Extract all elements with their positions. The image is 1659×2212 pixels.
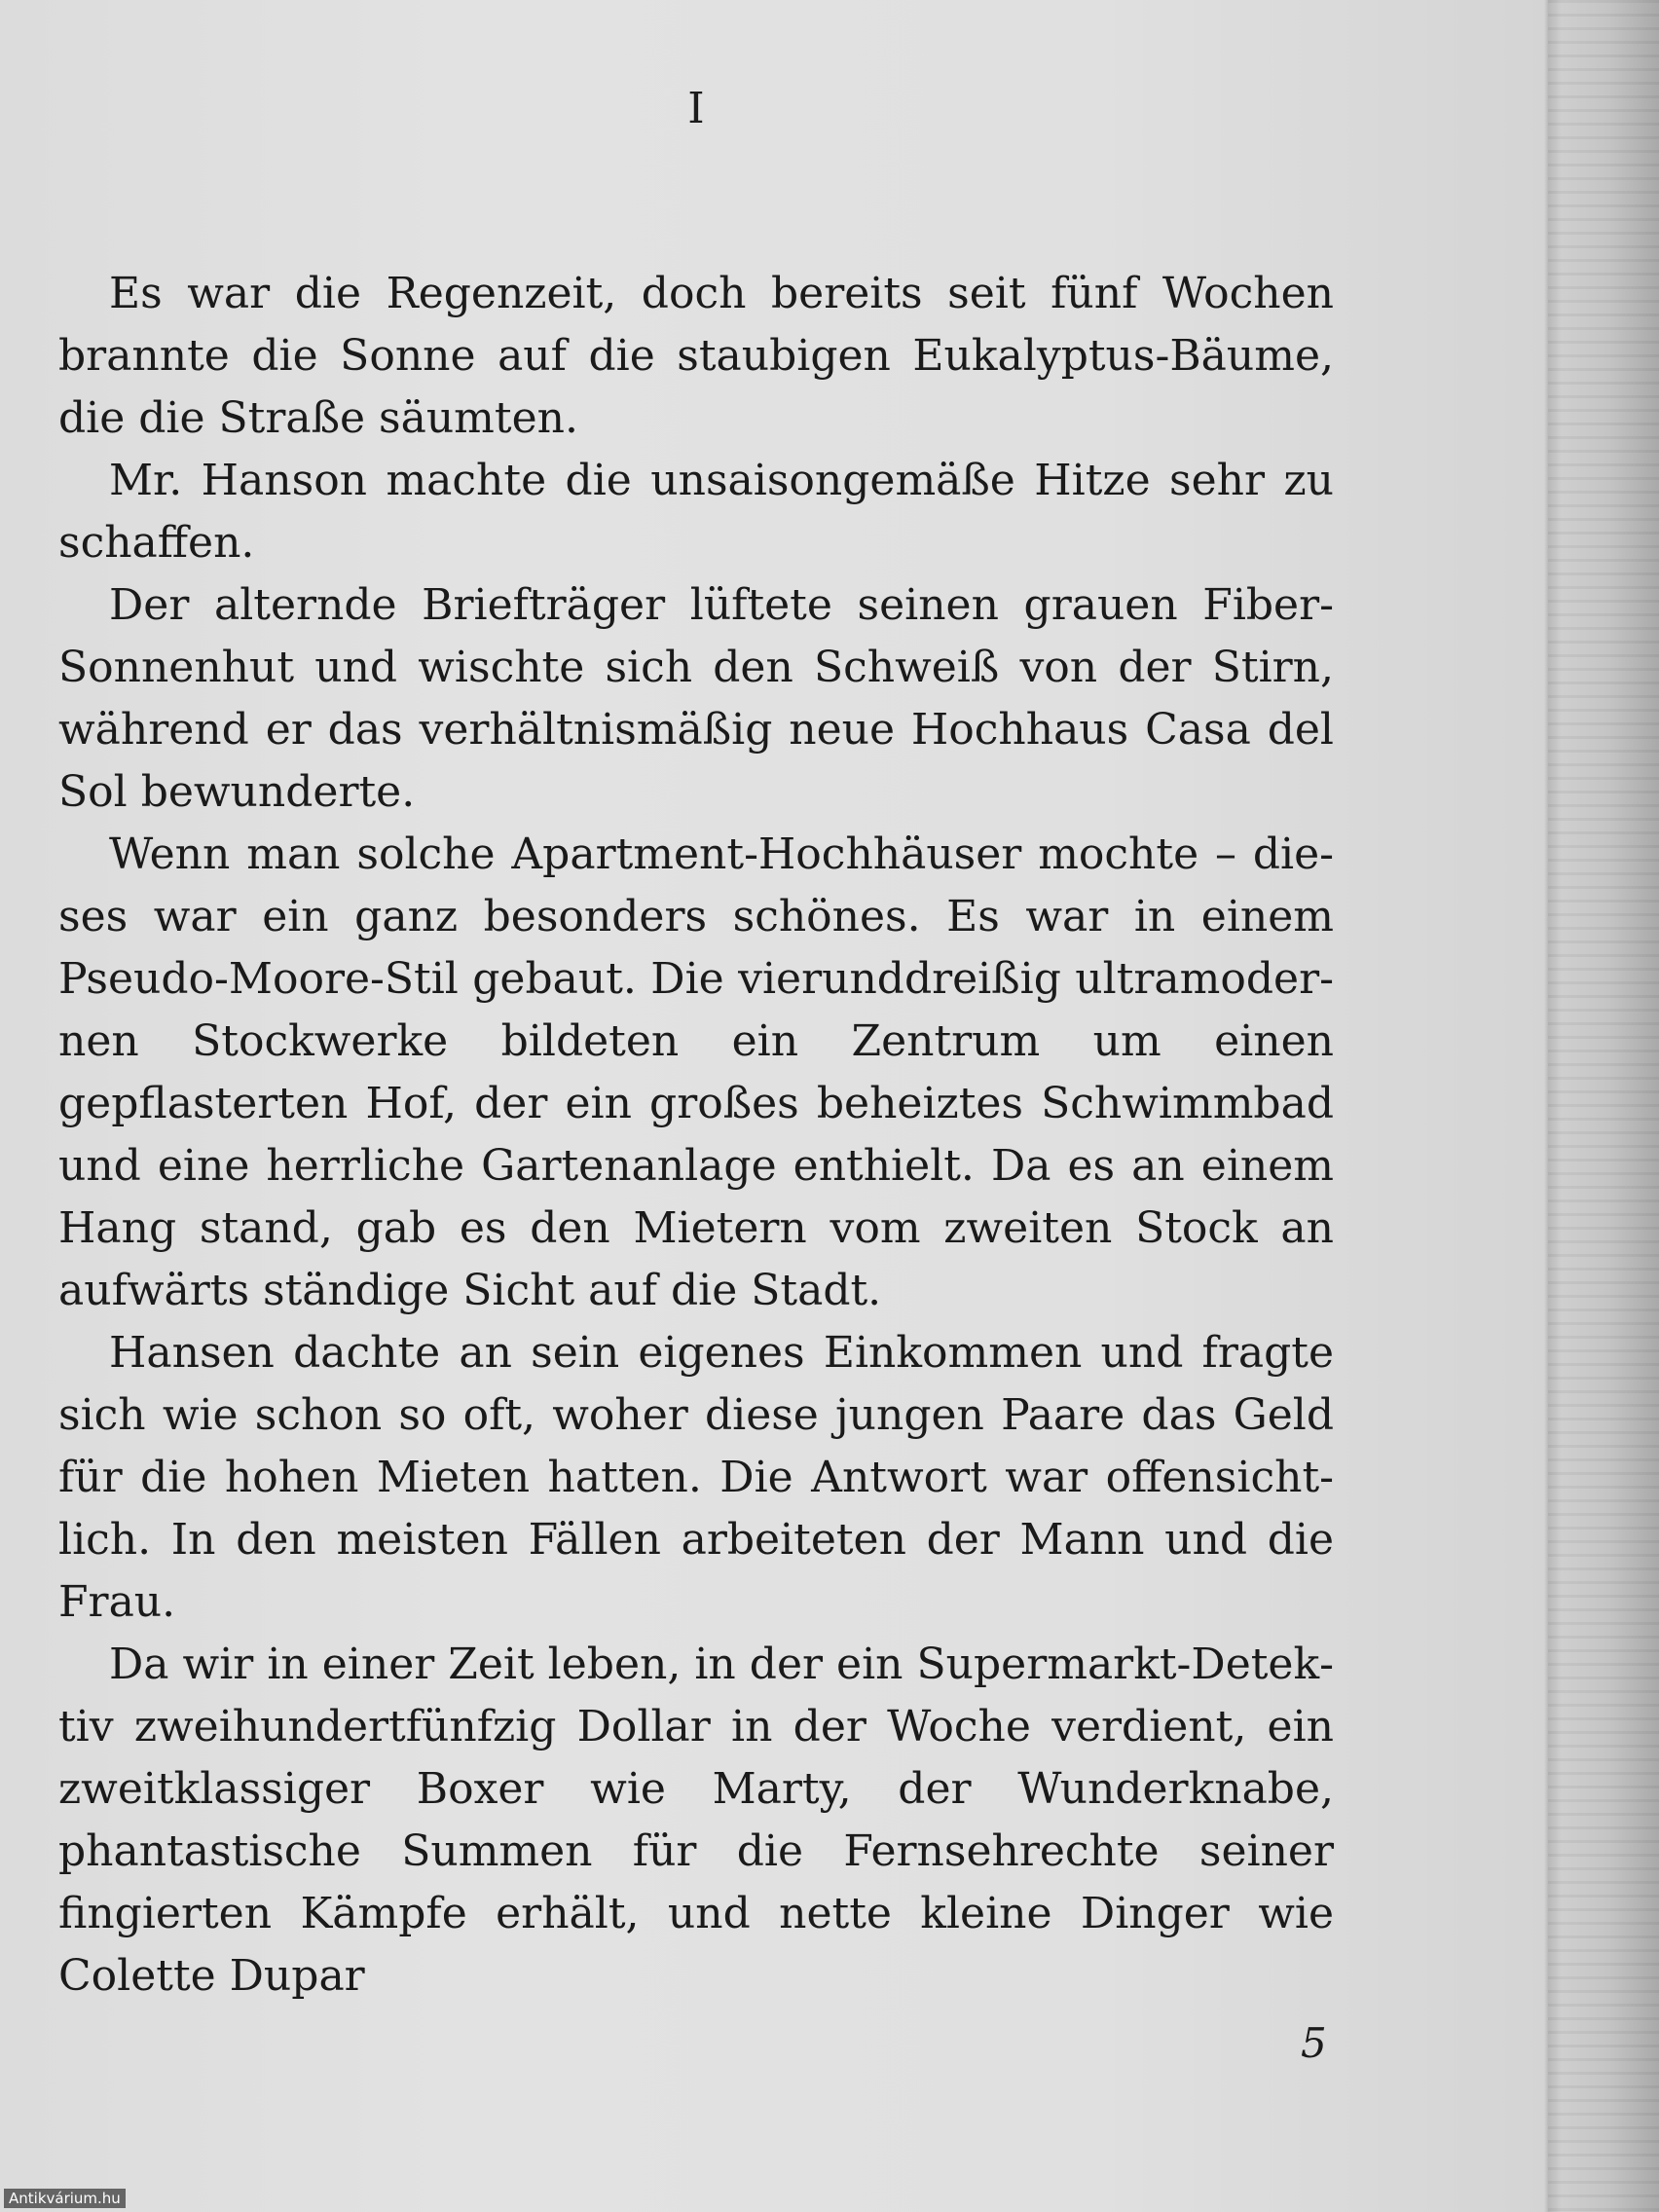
page-number: 5 bbox=[1301, 2019, 1327, 2067]
chapter-heading: I bbox=[687, 84, 705, 133]
body-text bbox=[58, 263, 1334, 2008]
paragraph-5: Hansen dachte an sein eigenes Einkommen und fragte sich wie schon so oft, woher diese jungen Paare das Geld für die hohen Mieten hatten. Die Antwort war offensichtlich. In den meisten Fällen arbeiteten der Mann und die Frau. bbox=[58, 1328, 1334, 1627]
paragraph-2: Mr. Hanson machte die unsaisongemäße Hitze sehr zu schaffen. bbox=[58, 456, 1334, 568]
paragraph-4: Wenn man solche Apartment-Hochhäuser mochte – dieses war ein ganz besonders schönes. Es war in einem Pseudo-Moore-Stil gebaut. Die vierunddreißig ultramodernen Stockwerke bildeten ein Zentrum um einen gepflasterten Hof, der ein großes beheiztes Schwimmbad und eine herrliche Gartenanlage enthielt. Da es an einem Hang stand, gab es den Mietern vom zweiten Stock an aufwärts ständige Sicht auf die Stadt. bbox=[58, 830, 1334, 1315]
watermark: Antikvárium.hu bbox=[4, 2189, 126, 2208]
book-spine-edge bbox=[1548, 0, 1659, 2212]
paragraph-3: Der alternde Briefträger lüftete seinen grauen Fiber-Sonnenhut und wischte sich den Schweiß von der Stirn, während er das verhältnismäßig neue Hochhaus Casa del Sol bewunderte. bbox=[58, 580, 1334, 817]
paragraph-6: Da wir in einer Zeit leben, in der ein Supermarkt-Detektiv zweihundertfünfzig Dollar in der Woche verdient, ein zweitklassiger Boxer wie Marty, der Wunderknabe, phantastische Summen für die Fernsehrechte seiner fingierten Kämpfe erhält, und nette kleine Dinger wie Colette Dupar bbox=[58, 1640, 1334, 2001]
paragraph-1: Es war die Regenzeit, doch bereits seit fünf Wochen brannte die Sonne auf die staubigen Eukalyptus-Bäume, die die Straße säumten. bbox=[58, 269, 1334, 443]
